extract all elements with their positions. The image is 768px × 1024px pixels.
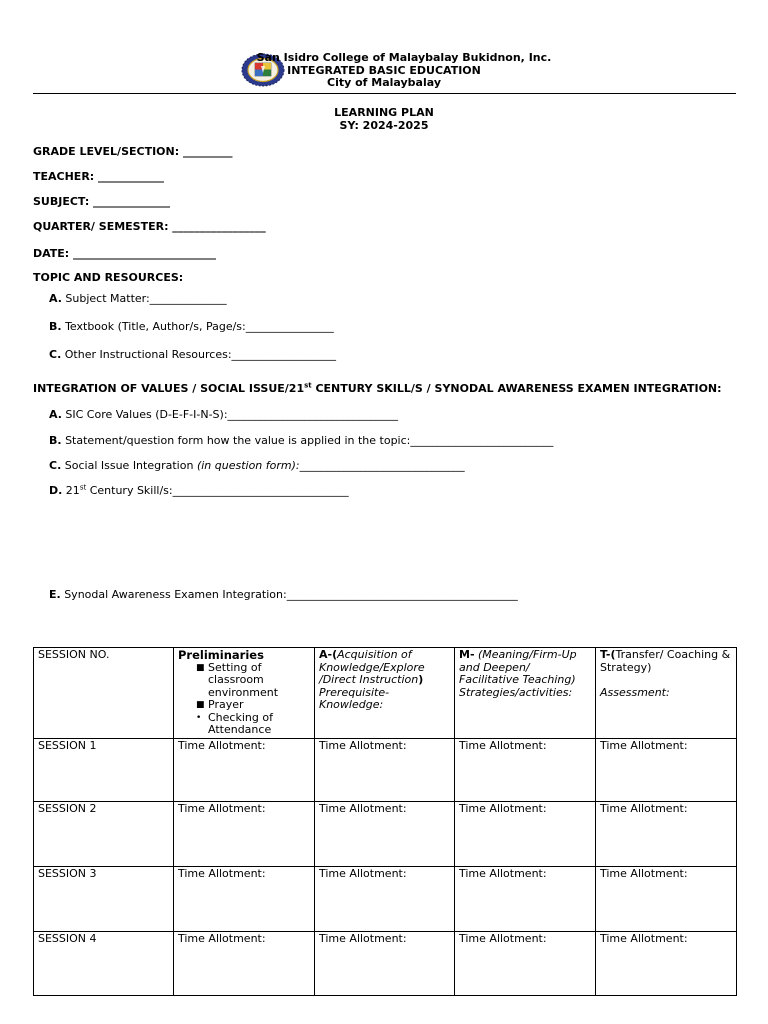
bullet-icon: ■ (196, 662, 205, 673)
date-field[interactable]: DATE: __________________________ (33, 247, 217, 260)
table-cell[interactable]: Time Allotment: (455, 802, 596, 867)
preliminaries-header (174, 648, 315, 739)
acquisition-label: A-( (319, 648, 338, 661)
list-item-text: Setting of classroom environment (208, 660, 279, 699)
meaning-header (455, 648, 596, 739)
item-text: Statement/question form how the value is applied in the topic:__________________________ (61, 434, 554, 447)
quarter-semester-field[interactable]: QUARTER/ SEMESTER: _________________ (33, 220, 266, 233)
list-item-text: Checking of Attendance (208, 710, 273, 736)
table-cell[interactable]: Time Allotment: (315, 932, 455, 996)
table-row (34, 739, 737, 802)
table-cell[interactable]: Time Allotment: (174, 932, 315, 996)
integration-heading (33, 382, 722, 395)
item-text-rest: Century Skill/s:________________________________ (86, 484, 349, 497)
item-text: SIC Core Values (D-E-F-I-N-S):_______________________________ (61, 408, 399, 421)
item-letter: C. (49, 459, 62, 472)
session-name: SESSION 2 (34, 802, 174, 867)
table-row (34, 802, 737, 867)
city-name: City of Malaybalay (327, 76, 441, 89)
item-text: Social Issue Integration (61, 459, 197, 472)
item-text: Subject Matter:______________ (61, 292, 227, 305)
table-header-row (34, 648, 737, 739)
plan-title: LEARNING PLAN (334, 106, 434, 119)
table-row (34, 932, 737, 996)
item-blank: ______________________________ (299, 459, 465, 472)
item-text: 21 (62, 484, 80, 497)
plan-title-block (0, 106, 768, 132)
item-letter: D. (49, 484, 63, 497)
synodal-examen-item[interactable] (49, 588, 518, 601)
table-cell[interactable]: Time Allotment: (596, 739, 737, 802)
assessment-label: Assessment: (600, 685, 670, 699)
item-letter: A. (49, 408, 62, 421)
table-cell[interactable]: Time Allotment: (174, 867, 315, 932)
integration-heading-text: INTEGRATION OF VALUES / SOCIAL ISSUE/21 (33, 382, 305, 395)
table-cell[interactable]: Time Allotment: (174, 739, 315, 802)
session-no-header: SESSION NO. (34, 648, 174, 739)
list-item (196, 712, 310, 737)
other-resources-item[interactable] (49, 348, 336, 361)
table-cell[interactable]: Time Allotment: (455, 932, 596, 996)
table-cell[interactable]: Time Allotment: (315, 867, 455, 932)
superscript: st (79, 483, 87, 492)
preliminaries-title: Preliminaries (178, 648, 264, 662)
item-italic-text: (in question form): (196, 459, 300, 472)
item-letter: B. (49, 320, 62, 333)
item-text: Textbook (Title, Author/s, Page/s:________________ (61, 320, 334, 333)
list-item (196, 662, 310, 700)
table-cell[interactable]: Time Allotment: (596, 932, 737, 996)
school-header (0, 52, 768, 90)
subject-field[interactable]: SUBJECT: ______________ (33, 195, 171, 208)
department-name: INTEGRATED BASIC EDUCATION (287, 63, 481, 77)
integration-heading-text-rest: CENTURY SKILL/S / SYNODAL AWARENESS EXAMEN INTEGRATION: (311, 382, 722, 395)
textbook-item[interactable] (49, 320, 334, 333)
preliminaries-list (178, 662, 310, 737)
grade-level-field[interactable]: GRADE LEVEL/SECTION: _________ (33, 145, 233, 158)
table-cell[interactable]: Time Allotment: (174, 802, 315, 867)
session-name: SESSION 3 (34, 867, 174, 932)
list-item-text: Prayer (208, 698, 244, 711)
core-values-item[interactable] (49, 408, 398, 421)
school-year: SY: 2024-2025 (339, 119, 429, 132)
transfer-header (596, 648, 737, 739)
bullet-icon: • (196, 712, 202, 723)
table-row (34, 867, 737, 932)
item-letter: B. (49, 434, 62, 447)
value-statement-item[interactable] (49, 434, 553, 447)
acquisition-header (315, 648, 455, 739)
superscript: st (304, 381, 312, 390)
table-cell[interactable]: Time Allotment: (455, 867, 596, 932)
table-cell[interactable]: Time Allotment: (315, 739, 455, 802)
social-issue-item[interactable] (49, 459, 465, 472)
table-cell[interactable]: Time Allotment: (315, 802, 455, 867)
prerequisite-label: Prerequisite-Knowledge: (319, 685, 390, 711)
subject-matter-item[interactable] (49, 292, 227, 305)
item-letter: A. (49, 292, 62, 305)
item-letter: C. (49, 348, 62, 361)
transfer-desc: Transfer/ Coaching & Strategy) (600, 648, 731, 674)
header-divider (33, 93, 736, 94)
table-cell[interactable]: Time Allotment: (596, 802, 737, 867)
college-name: San Isidro College of Malaybalay Bukidnon, Inc. (256, 51, 552, 64)
item-text: Synodal Awareness Examen Integration:__________________________________________ (60, 588, 518, 601)
acquisition-desc: Acquisition of Knowledge/Explore /Direct Instruction (319, 648, 425, 686)
meaning-desc: (Meaning/Firm-Up and Deepen/ Facilitative Teaching) Strategies/activities: (459, 648, 577, 699)
item-text: Other Instructional Resources:___________________ (61, 348, 337, 361)
table-cell[interactable]: Time Allotment: (455, 739, 596, 802)
session-name: SESSION 1 (34, 739, 174, 802)
acquisition-close: ) (418, 673, 424, 686)
century-skills-item[interactable] (49, 484, 349, 497)
session-name: SESSION 4 (34, 932, 174, 996)
item-letter: E. (49, 588, 61, 601)
topic-resources-heading: TOPIC AND RESOURCES: (33, 271, 184, 284)
transfer-label: T-( (600, 648, 616, 661)
meaning-label: M- (459, 648, 475, 661)
table-cell[interactable]: Time Allotment: (596, 867, 737, 932)
sessions-table (33, 647, 737, 996)
bullet-icon: ■ (196, 700, 205, 710)
teacher-field[interactable]: TEACHER: ____________ (33, 170, 165, 183)
